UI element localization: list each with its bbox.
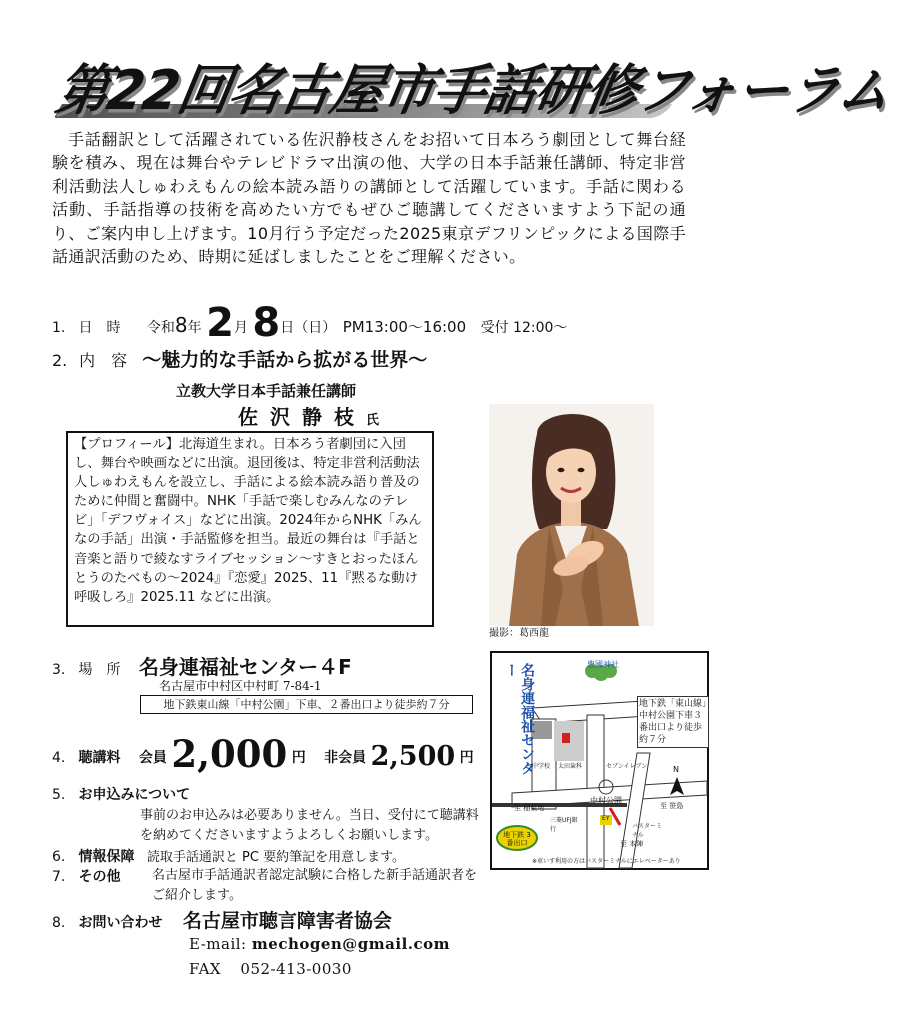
fee-nonmember-label: 非会員 — [324, 750, 367, 766]
accessibility-text: 読取手話通訳と PC 要約筆記を用意します。 — [146, 850, 406, 865]
lecturer-photo — [489, 404, 654, 626]
venue-section — [52, 651, 352, 680]
lecturer-honorific: 氏 — [366, 413, 380, 428]
lecturer-name — [238, 401, 379, 430]
map-north: N — [673, 765, 679, 774]
date-day-unit: 日 — [280, 320, 295, 336]
access-map — [490, 651, 709, 870]
map-dental: 太田歯科 — [558, 763, 583, 770]
date-time: PM13:00～16:00 — [342, 318, 467, 336]
content-label: 内 容 — [79, 351, 128, 370]
contact-email-label: E-mail: — [189, 935, 247, 953]
fee-member-label: 会員 — [138, 750, 167, 766]
venue-num: 3. — [52, 662, 66, 678]
map-sasajima: 至 笹島 — [660, 802, 684, 810]
fee-member-price: 2,000 — [171, 732, 288, 776]
contact-fax-line — [189, 960, 352, 978]
content-num: 2. — [52, 351, 68, 370]
map-nakamura-koen: 中村公園 — [590, 796, 622, 805]
profile-text: 北海道生まれ。日本ろう者劇団に入団し、舞台や映画などに出演。退団後は、特定非営利活動法人しゅわえもんを設立し、手話による絵本読み語り普及のために仲間と奮闘中。NHK「手話で楽しむみんなのテレビ」「デフヴォイス」などに出演。2024年からNHK「みんなの手話」出演・手話監修を担当。最近の舞台は『手話と音楽と語りで綾なすライブセッション～すきとおったほんとうのたべもの～2024』『恋愛』2025、11『黙るな動け呼吸しろ』2025.11 などに出演。 — [74, 437, 422, 605]
venue-label: 場 所 — [78, 662, 121, 678]
date-era: 令和 — [146, 320, 175, 336]
other-text: 名古屋市手話通訳者認定試験に合格した新手話通訳者をご紹介します。 — [152, 868, 478, 903]
contact-section — [52, 906, 392, 933]
map-exit3: 地下鉄 3番出口 — [503, 831, 531, 847]
map-vertical-label: 名身連福祉センター — [503, 663, 535, 775]
contact-email-line — [189, 935, 450, 953]
profile-box — [66, 431, 434, 627]
apply-label: お申込みについて — [78, 787, 191, 803]
venue-address: 名古屋市中村区中村町 7-84-1 — [159, 679, 322, 693]
fee-unit: 円 — [291, 750, 306, 766]
other-label: その他 — [78, 869, 121, 885]
accessibility-num: 6. — [52, 849, 66, 865]
other-section — [52, 866, 120, 886]
page-title — [51, 48, 895, 123]
fee-nonmember-price: 2,500 — [370, 741, 456, 772]
map-shrine: 豊國神社 — [587, 660, 619, 669]
date-month-unit: 月 — [233, 320, 248, 336]
contact-fax-label: FAX — [189, 960, 222, 978]
fee-section — [52, 732, 474, 776]
contact-fax: 052-413-0030 — [240, 960, 352, 978]
date-year: 8 — [174, 313, 188, 337]
lecturer-illustration — [489, 404, 654, 626]
contact-num: 8. — [52, 915, 66, 931]
apply-num: 5. — [52, 787, 66, 803]
date-weekday: （日） — [294, 320, 337, 336]
map-ufj: 三菱UFJ銀行 — [550, 817, 578, 833]
intro-paragraph: 手話翻訳として活躍されている佐沢静枝さんをお招いて日本ろう劇団として舞台経験を積み、現在は舞台やテレビドラマ出演の他、大学の日本手話兼任講師、特定非営利活動法人しゅわえもんの絵本読み語りの講師として活躍しています。手話に関わる活動、手話指導の技術を高めたい方でもぜひご聴講してくださいますよう下記の通り、ご案内申し上げます。10月行う予定だった2025東京デフリンピックによる国際手話通訳活動のため、時期に延ばしましたことをご理解ください。 — [52, 130, 686, 267]
apply-section — [52, 784, 190, 804]
apply-text: 事前のお申込みは必要ありません。当日、受付にて聴講料を納めてくださいますようよろしくお願いします。 — [140, 808, 479, 843]
date-reception: 受付 12:00～ — [480, 320, 568, 336]
profile-heading: 【プロフィール】 — [74, 437, 180, 452]
accessibility-section — [52, 846, 405, 868]
content-theme: ～魅力的な手話から拡がる世界～ — [142, 349, 428, 371]
map-note: ※車いす利用の方はバスターミナルにエレベーターあり — [532, 858, 681, 865]
fee-label: 聴講料 — [78, 750, 121, 766]
fee-unit-2: 円 — [459, 750, 474, 766]
date-num: 1. — [52, 320, 66, 336]
map-ey: EY — [602, 815, 610, 822]
contact-org: 名古屋市聴言障害者協会 — [182, 910, 392, 932]
date-section — [52, 300, 567, 346]
map-station-box: 地下鉄「東山線」中村公園下車３番出口より徒歩約７分 — [637, 696, 709, 748]
date-label: 日 時 — [78, 320, 121, 336]
map-inabadori: 至 稲葉地 — [514, 804, 545, 812]
date-year-unit: 年 — [187, 320, 202, 336]
other-num: 7. — [52, 869, 66, 885]
content-section — [52, 345, 427, 372]
contact-label: お問い合わせ — [78, 915, 163, 931]
lecturer-name-text: 佐沢静枝 — [238, 405, 366, 429]
photo-credit: 撮影：葛西龍 — [489, 628, 549, 639]
map-seven: セブンイレブン — [606, 763, 648, 770]
fee-num: 4. — [52, 750, 66, 766]
map-bus-terminal: バスターミナル — [632, 823, 663, 839]
venue-access: 地下鉄東山線「中村公園」下車、２番出口より徒歩約７分 — [140, 695, 473, 714]
contact-email[interactable]: mechogen@gmail.com — [251, 935, 451, 953]
title-text: 第22回名古屋市手話研修フォーラム — [51, 59, 895, 123]
venue-name: 名身連福祉センター４F — [138, 655, 352, 679]
map-honjin: 至 本陣 — [620, 840, 644, 848]
accessibility-label: 情報保障 — [78, 849, 135, 865]
date-month: 2 — [206, 300, 234, 346]
lecturer-title: 立教大学日本手話兼任講師 — [176, 382, 357, 400]
date-day: 8 — [252, 300, 281, 346]
map-school: 中学校 — [532, 763, 551, 770]
